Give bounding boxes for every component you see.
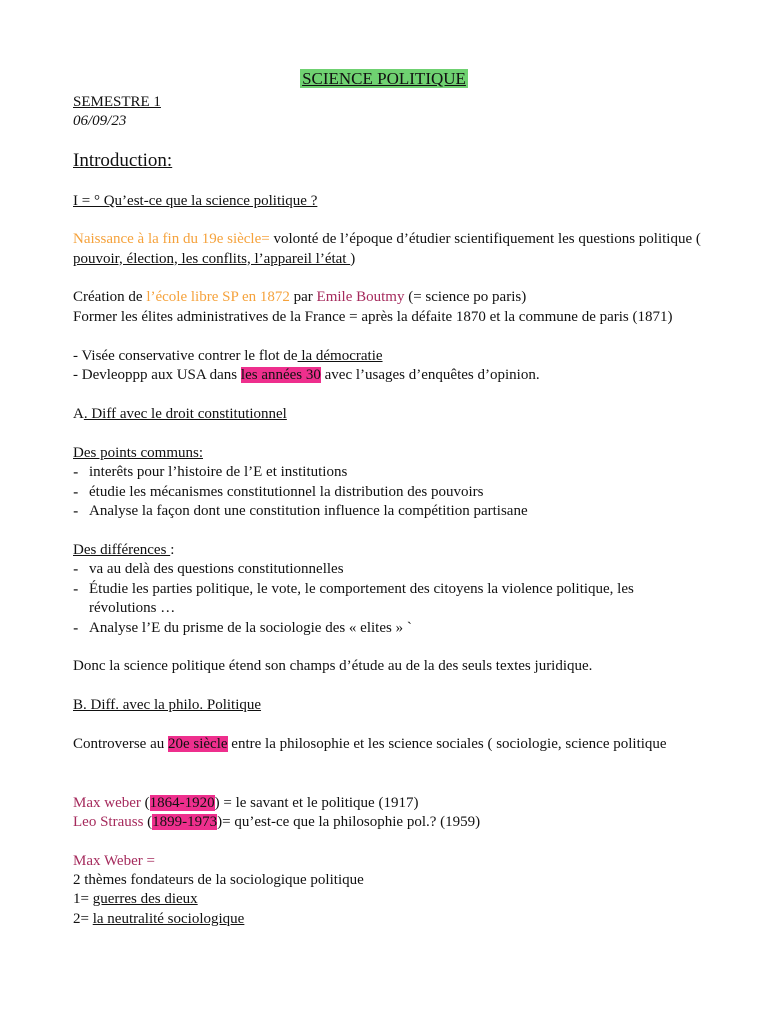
theme-1-line: 1= guerres des dieux xyxy=(73,891,198,907)
title-text: SCIENCE POLITIQUE xyxy=(302,69,466,88)
section-b-heading: B. Diff. avec la philo. Politique xyxy=(73,697,262,713)
donc-paragraph: Donc la science politique étend son champs d’étude au de la des seuls textes juridique. xyxy=(73,658,593,674)
semester-label: SEMESTRE 1 xyxy=(73,94,161,110)
list-item: - Étudie les parties politique, le vote, le comportement des citoyens la violence politique, les révolutions … xyxy=(73,580,693,619)
devleoppp-line: - Devleoppp aux USA dans les années 30 avec l’usages d’enquêtes d’opinion. xyxy=(73,367,540,383)
weber-line: Max weber (1864-1920) = le savant et le politique (1917) xyxy=(73,795,419,811)
document-title xyxy=(0,69,768,91)
list-item: - va au delà des questions constitutionnelles xyxy=(73,560,693,580)
section-a-heading: A. Diff avec le droit constitutionnel xyxy=(73,406,287,422)
list-item: - Analyse l’E du prisme de la sociologie des « elites » ` xyxy=(73,619,693,639)
theme-2-line: 2= la neutralité sociologique xyxy=(73,911,245,927)
themes-line: 2 thèmes fondateurs de la sociologique politique xyxy=(73,872,364,888)
section-i-heading: I = ° Qu’est-ce que la science politique ? xyxy=(73,193,318,209)
differences-list xyxy=(73,560,693,638)
controverse-paragraph: Controverse au 20e siècle entre la philosophie et les science sociales ( sociologie, science politique xyxy=(73,736,667,752)
date-label: 06/09/23 xyxy=(73,113,127,129)
strauss-line: Leo Strauss (1899-1973)= qu’est-ce que la philosophie pol.? (1959) xyxy=(73,814,481,830)
introduction-heading: Introduction: xyxy=(73,150,173,171)
differences-heading: Des différences : xyxy=(73,542,175,558)
list-item: - étudie les mécanismes constitutionnel la distribution des pouvoirs xyxy=(73,483,713,503)
visee-line: - Visée conservative contrer le flot de la démocratie xyxy=(73,348,383,364)
former-paragraph: Former les élites administratives de la France = après la défaite 1870 et la commune de paris (1871) xyxy=(73,309,673,325)
points-communs-list xyxy=(73,463,713,522)
creation-line: Création de l’école libre SP en 1872 par Emile Boutmy (= science po paris) xyxy=(73,289,527,305)
points-communs-heading: Des points communs: xyxy=(73,445,203,461)
max-weber-heading: Max Weber = xyxy=(73,853,155,869)
naissance-paragraph: Naissance à la fin du 19e siècle= volonté de l’époque d’étudier scientifiquement les questions politique ( pouvoir, élection, les conflits, l’appareil l’état ) xyxy=(73,231,701,267)
list-item: - Analyse la façon dont une constitution influence la compétition partisane xyxy=(73,502,713,522)
list-item: - interêts pour l’histoire de l’E et institutions xyxy=(73,463,713,483)
